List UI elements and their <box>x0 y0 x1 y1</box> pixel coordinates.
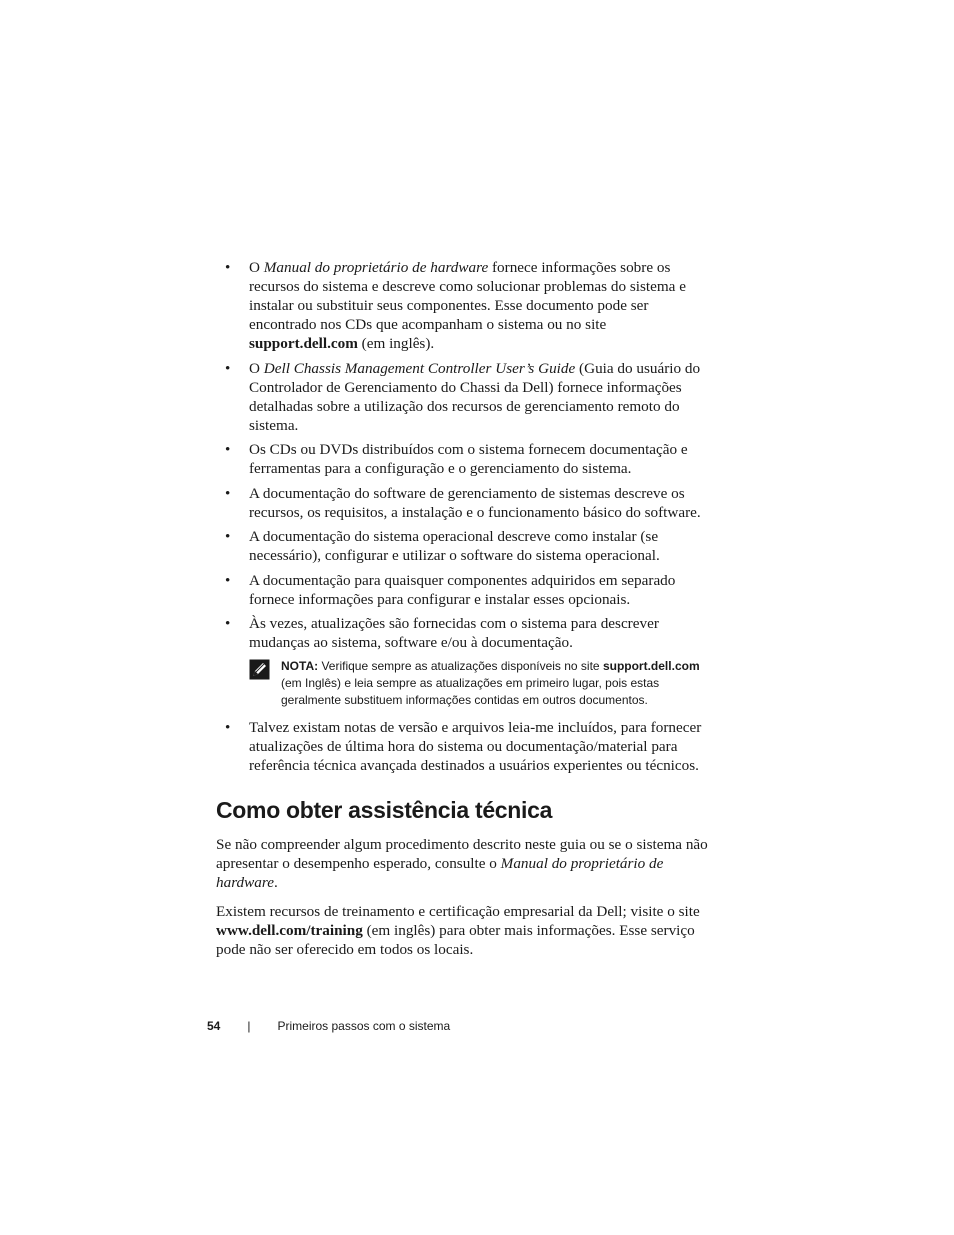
bullet-icon: • <box>225 528 231 545</box>
note-box: NOTA: Verifique sempre as atualizações disponíveis no site support.dell.com (em Inglês) e leia sempre as atualizações em primeiro lugar, pois estas geralmente substituem informações contidas em outros documentos. <box>216 658 716 709</box>
list-item: • Às vezes, atualizações são fornecidas com o sistema para descrever mudanças ao sistema, software e/ou à documentação. <box>225 615 659 651</box>
list-item: • A documentação do software de gerenciamento de sistemas descreve os recursos, os requisitos, a instalação e o funcionamento básico do software. <box>225 484 701 521</box>
list-item: • O Dell Chassis Management Controller User’s Guide (Guia do usuário do Controlador de Gerenciamento do Chassi da Dell) fornece informações detalhadas sobre a utilização dos recursos de gerenciamento remoto do sistema. <box>225 359 701 434</box>
note-label: NOTA: <box>281 658 319 673</box>
paragraph: Existem recursos de treinamento e certificação empresarial da Dell; visite o site www.dell.com/training (em inglês) para obter mais informações. Esse serviço pode não ser oferecido em todos os locais. <box>216 902 700 958</box>
hardware-manual-title: Manual do proprietário de hardware <box>263 259 489 276</box>
bullet-icon: • <box>225 484 231 502</box>
paragraph: Se não compreender algum procedimento descrito neste guia ou se o sistema não apresentar o desempenho esperado, consulte o Manual do proprietário de hardware. <box>216 835 708 891</box>
cmc-guide-title: Dell Chassis Management Controller User’s Guide <box>263 359 576 377</box>
list-item: • A documentação do sistema operacional descreve como instalar (se necessário), configurar e utilizar o software do sistema operacional. <box>225 528 660 564</box>
list-item: • A documentação para quaisquer componentes adquiridos em separado fornece informações para configurar e instalar esses opcionais. <box>225 571 676 608</box>
list-item: • Os CDs ou DVDs distribuídos com o sistema fornecem documentação e ferramentas para a configuração e o gerenciamento do sistema. <box>225 441 688 477</box>
page-content <box>216 258 716 965</box>
bullet-icon: • <box>225 571 231 589</box>
page-footer <box>207 1019 450 1033</box>
bullet-icon: • <box>225 359 231 377</box>
page-number: 54 <box>207 1019 221 1033</box>
note-pencil-icon <box>249 659 270 680</box>
training-site-link: www.dell.com/training <box>216 921 363 939</box>
section-heading: Como obter assistência técnica <box>216 796 553 823</box>
footer-title: Primeiros passos com o sistema <box>277 1019 451 1033</box>
bullet-icon: • <box>225 615 231 632</box>
footer-separator: | <box>247 1019 251 1033</box>
support-site-link: support.dell.com <box>249 335 358 352</box>
documentation-list <box>216 258 716 652</box>
bullet-icon: • <box>225 718 231 736</box>
bullet-icon: • <box>225 259 231 276</box>
documentation-list-continued <box>216 718 716 775</box>
bullet-icon: • <box>225 441 231 458</box>
hardware-manual-reference: Manual do proprietário de hardware <box>216 854 664 891</box>
list-item: • Talvez existam notas de versão e arquivos leia-me incluídos, para fornecer atualizações de última hora do sistema ou documentação/material para referência técnica avançada destinados a usuários experientes ou técnicos. <box>225 718 702 774</box>
note-support-site: support.dell.com <box>602 658 700 673</box>
list-item: • O Manual do proprietário de hardware fornece informações sobre os recursos do sistema e descreve como solucionar problemas do sistema e instalar ou substituir seus componentes. Esse documento pode ser encontrado nos CDs que acompanham o sistema ou no site support.dell.com (em inglês). <box>225 259 686 352</box>
